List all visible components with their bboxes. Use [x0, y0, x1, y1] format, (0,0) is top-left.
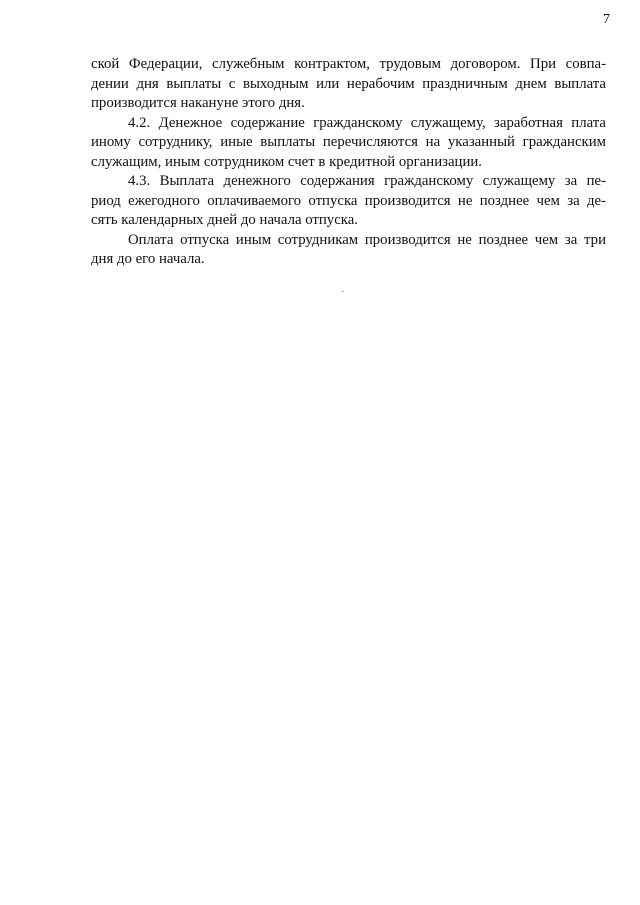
paragraph-line: риод ежегодного оплачиваемого отпуска производится не позднее чем за де- [91, 192, 606, 209]
paragraph-4-3 [91, 172, 606, 231]
paragraph-continuation [91, 55, 606, 114]
paragraph-line: 4.2. Денежное содержание гражданскому служащему, заработная плата [128, 114, 606, 131]
paragraph-4-2 [91, 114, 606, 173]
paragraph-line: иному сотруднику, иные выплаты перечисляются на указанный гражданским [91, 134, 606, 150]
paragraph-line: 4.3. Выплата денежного содержания гражданскому служащему за пе- [128, 173, 606, 189]
paragraph-line: Оплата отпуска иным сотрудникам производится не позднее чем за три [128, 231, 606, 248]
paragraph-line: служащим, иным сотрудником счет в кредитной организации. [91, 153, 483, 170]
paragraph-line: ской Федерации, служебным контрактом, трудовым договором. При совпа- [91, 56, 606, 72]
paragraph-line: производится накануне этого дня. [91, 95, 305, 111]
paragraph-line: сять календарных дней до начала отпуска. [91, 212, 359, 228]
page-number: 7 [603, 12, 610, 27]
paragraph-line: дня до его начала. [91, 251, 205, 267]
body-text [91, 55, 606, 270]
paragraph-line: дении дня выплаты с выходным или нерабочим праздничным днем выплата [91, 75, 606, 92]
scan-speck [342, 291, 344, 292]
paragraph-vacation-payment [91, 231, 606, 270]
